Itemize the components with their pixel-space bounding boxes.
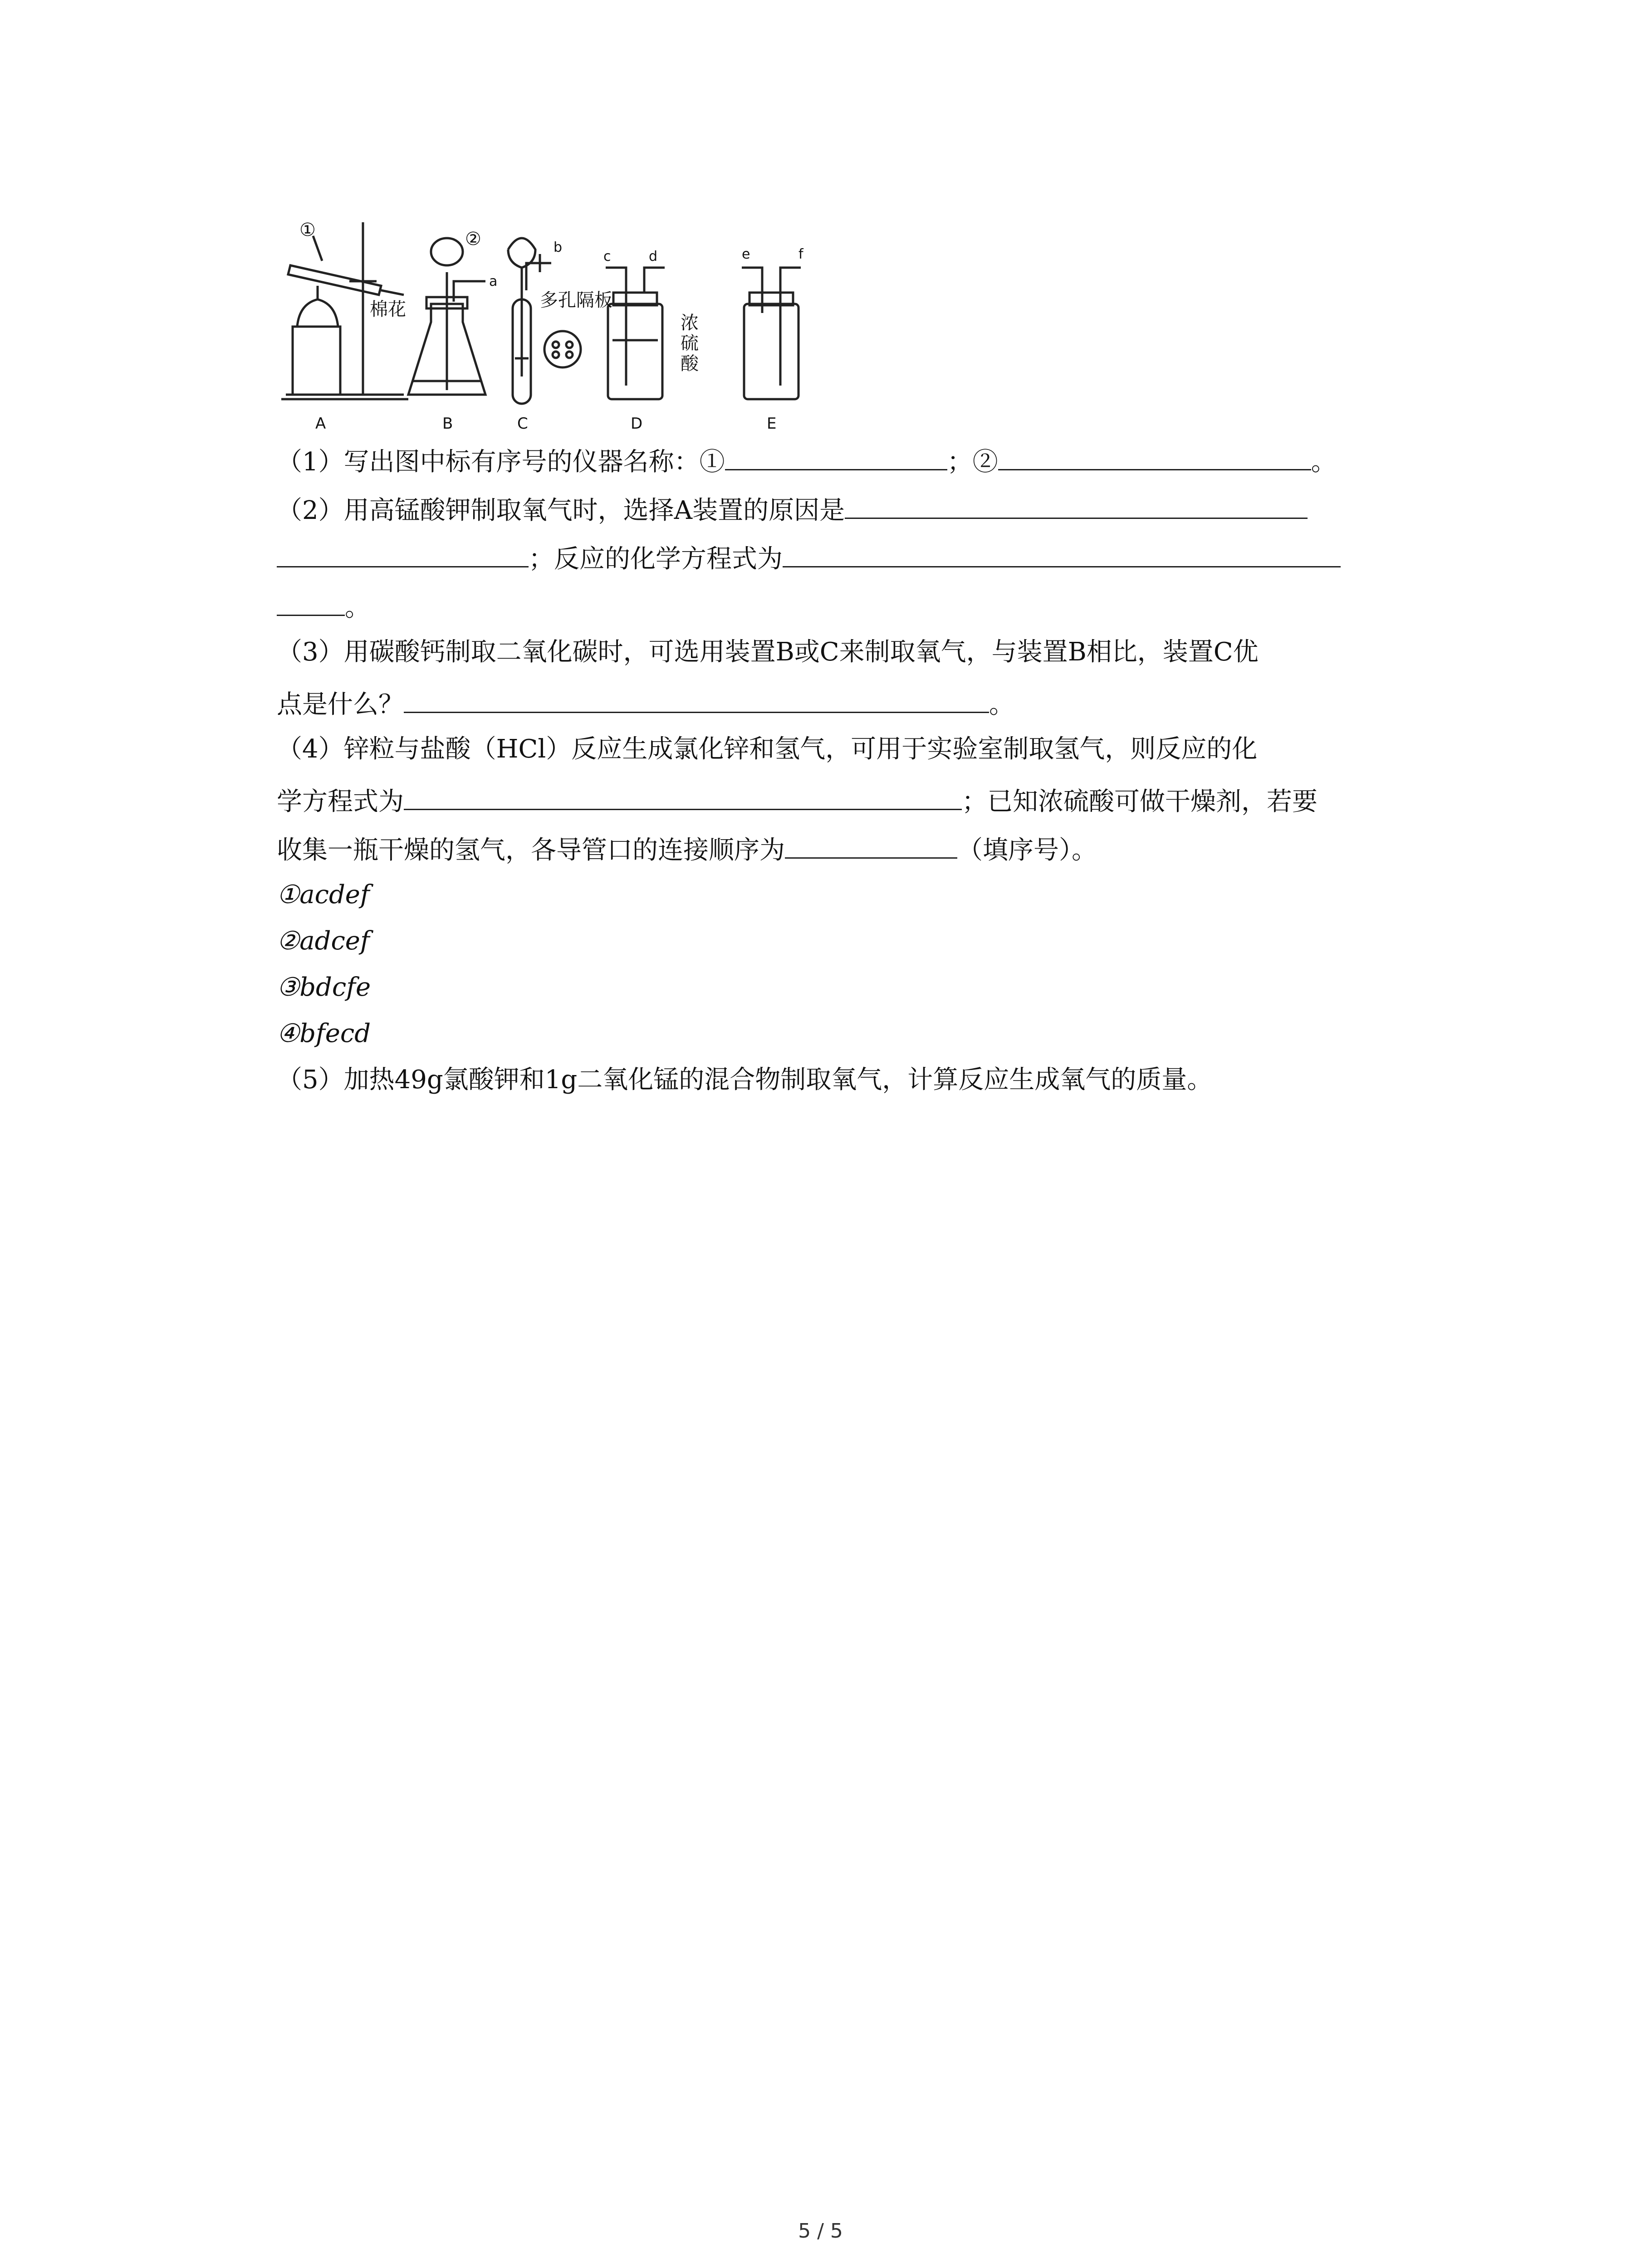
q3-text-2: 点是什么？ bbox=[277, 690, 404, 719]
label-cotton: 棉花 bbox=[370, 299, 406, 320]
label-porous-plate: 多孔隔板 bbox=[540, 290, 612, 311]
q5-text: （5）加热49g氯酸钾和1g二氧化锰的混合物制取氧气，计算反应生成氧气的质量。 bbox=[277, 1065, 1213, 1095]
q4-text-2a: 学方程式为 bbox=[277, 787, 404, 816]
q1-answer-blank-2[interactable] bbox=[998, 444, 1311, 470]
question-5 bbox=[277, 1066, 1212, 1095]
label-conc: 浓 bbox=[681, 313, 699, 333]
q4-text-3a: 收集一瓶干燥的氢气，各导管口的连接顺序为 bbox=[277, 836, 785, 865]
q2-text: （2）用高锰酸钾制取氧气时，选择A装置的原因是 bbox=[277, 496, 845, 525]
page-number: 5 / 5 bbox=[798, 2219, 843, 2243]
q2-answer-blank-1[interactable] bbox=[845, 492, 1308, 519]
label-acid: 酸 bbox=[681, 353, 699, 374]
question-3-line-2 bbox=[277, 686, 1014, 719]
label-f: f bbox=[798, 246, 803, 262]
q4-text: （4）锌粒与盐酸（HCl）反应生成氯化锌和氢气，可用于实验室制取氢气，则反应的化 bbox=[277, 734, 1258, 764]
question-2-line-3 bbox=[277, 589, 370, 622]
caption-a: A bbox=[315, 415, 326, 433]
q4-option-1: ①acdef bbox=[277, 880, 370, 909]
q1-answer-blank-1[interactable] bbox=[725, 444, 947, 470]
label-sulfuric: 硫 bbox=[681, 333, 699, 354]
label-d: d bbox=[649, 249, 658, 264]
question-4-line-2 bbox=[277, 783, 1318, 816]
caption-e: E bbox=[767, 415, 777, 433]
q3-answer-blank[interactable] bbox=[404, 686, 989, 713]
q4-option-3: ③bdcfe bbox=[277, 973, 371, 1002]
question-4-line-3 bbox=[277, 832, 1097, 865]
q2-answer-blank-2[interactable] bbox=[783, 541, 1341, 567]
q1-end: 。 bbox=[1311, 447, 1337, 477]
question-2-line-2 bbox=[277, 541, 1341, 574]
q2-mid-text: ；反应的化学方程式为 bbox=[529, 544, 783, 574]
caption-d: D bbox=[631, 415, 643, 433]
question-2-line-1 bbox=[277, 492, 1308, 525]
label-c: c bbox=[603, 249, 611, 264]
question-3-line-1 bbox=[277, 638, 1259, 667]
apparatus-figure bbox=[272, 213, 862, 435]
label-b: b bbox=[554, 240, 563, 255]
label-a: a bbox=[489, 274, 498, 289]
question-4-line-1 bbox=[277, 735, 1257, 764]
q1-separator: ；② bbox=[947, 447, 998, 477]
q4-text-3b: （填序号）。 bbox=[957, 836, 1097, 865]
q2-answer-blank-2b[interactable] bbox=[277, 589, 345, 616]
q4-option-2: ②adcef bbox=[277, 926, 370, 956]
q4-text-2b: ；已知浓硫酸可做干燥剂，若要 bbox=[962, 787, 1318, 816]
q3-text: （3）用碳酸钙制取二氧化碳时，可选用装置B或C来制取氧气，与装置B相比，装置C优 bbox=[277, 637, 1259, 667]
q1-text: （1）写出图中标有序号的仪器名称：① bbox=[277, 447, 725, 477]
q4-option-4: ④bfecd bbox=[277, 1019, 371, 1048]
q2-end: 。 bbox=[345, 593, 370, 622]
label-circle1: ① bbox=[299, 220, 316, 240]
q2-answer-blank-1b[interactable] bbox=[277, 541, 529, 567]
caption-c: C bbox=[517, 415, 528, 433]
apparatus-diagram bbox=[272, 213, 862, 435]
caption-b: B bbox=[442, 415, 453, 433]
q4-answer-blank-1[interactable] bbox=[404, 783, 962, 810]
label-circle2: ② bbox=[465, 229, 481, 249]
q3-end: 。 bbox=[989, 690, 1014, 719]
q4-answer-blank-2[interactable] bbox=[785, 832, 957, 859]
label-e: e bbox=[742, 246, 750, 262]
question-1 bbox=[277, 444, 1337, 477]
